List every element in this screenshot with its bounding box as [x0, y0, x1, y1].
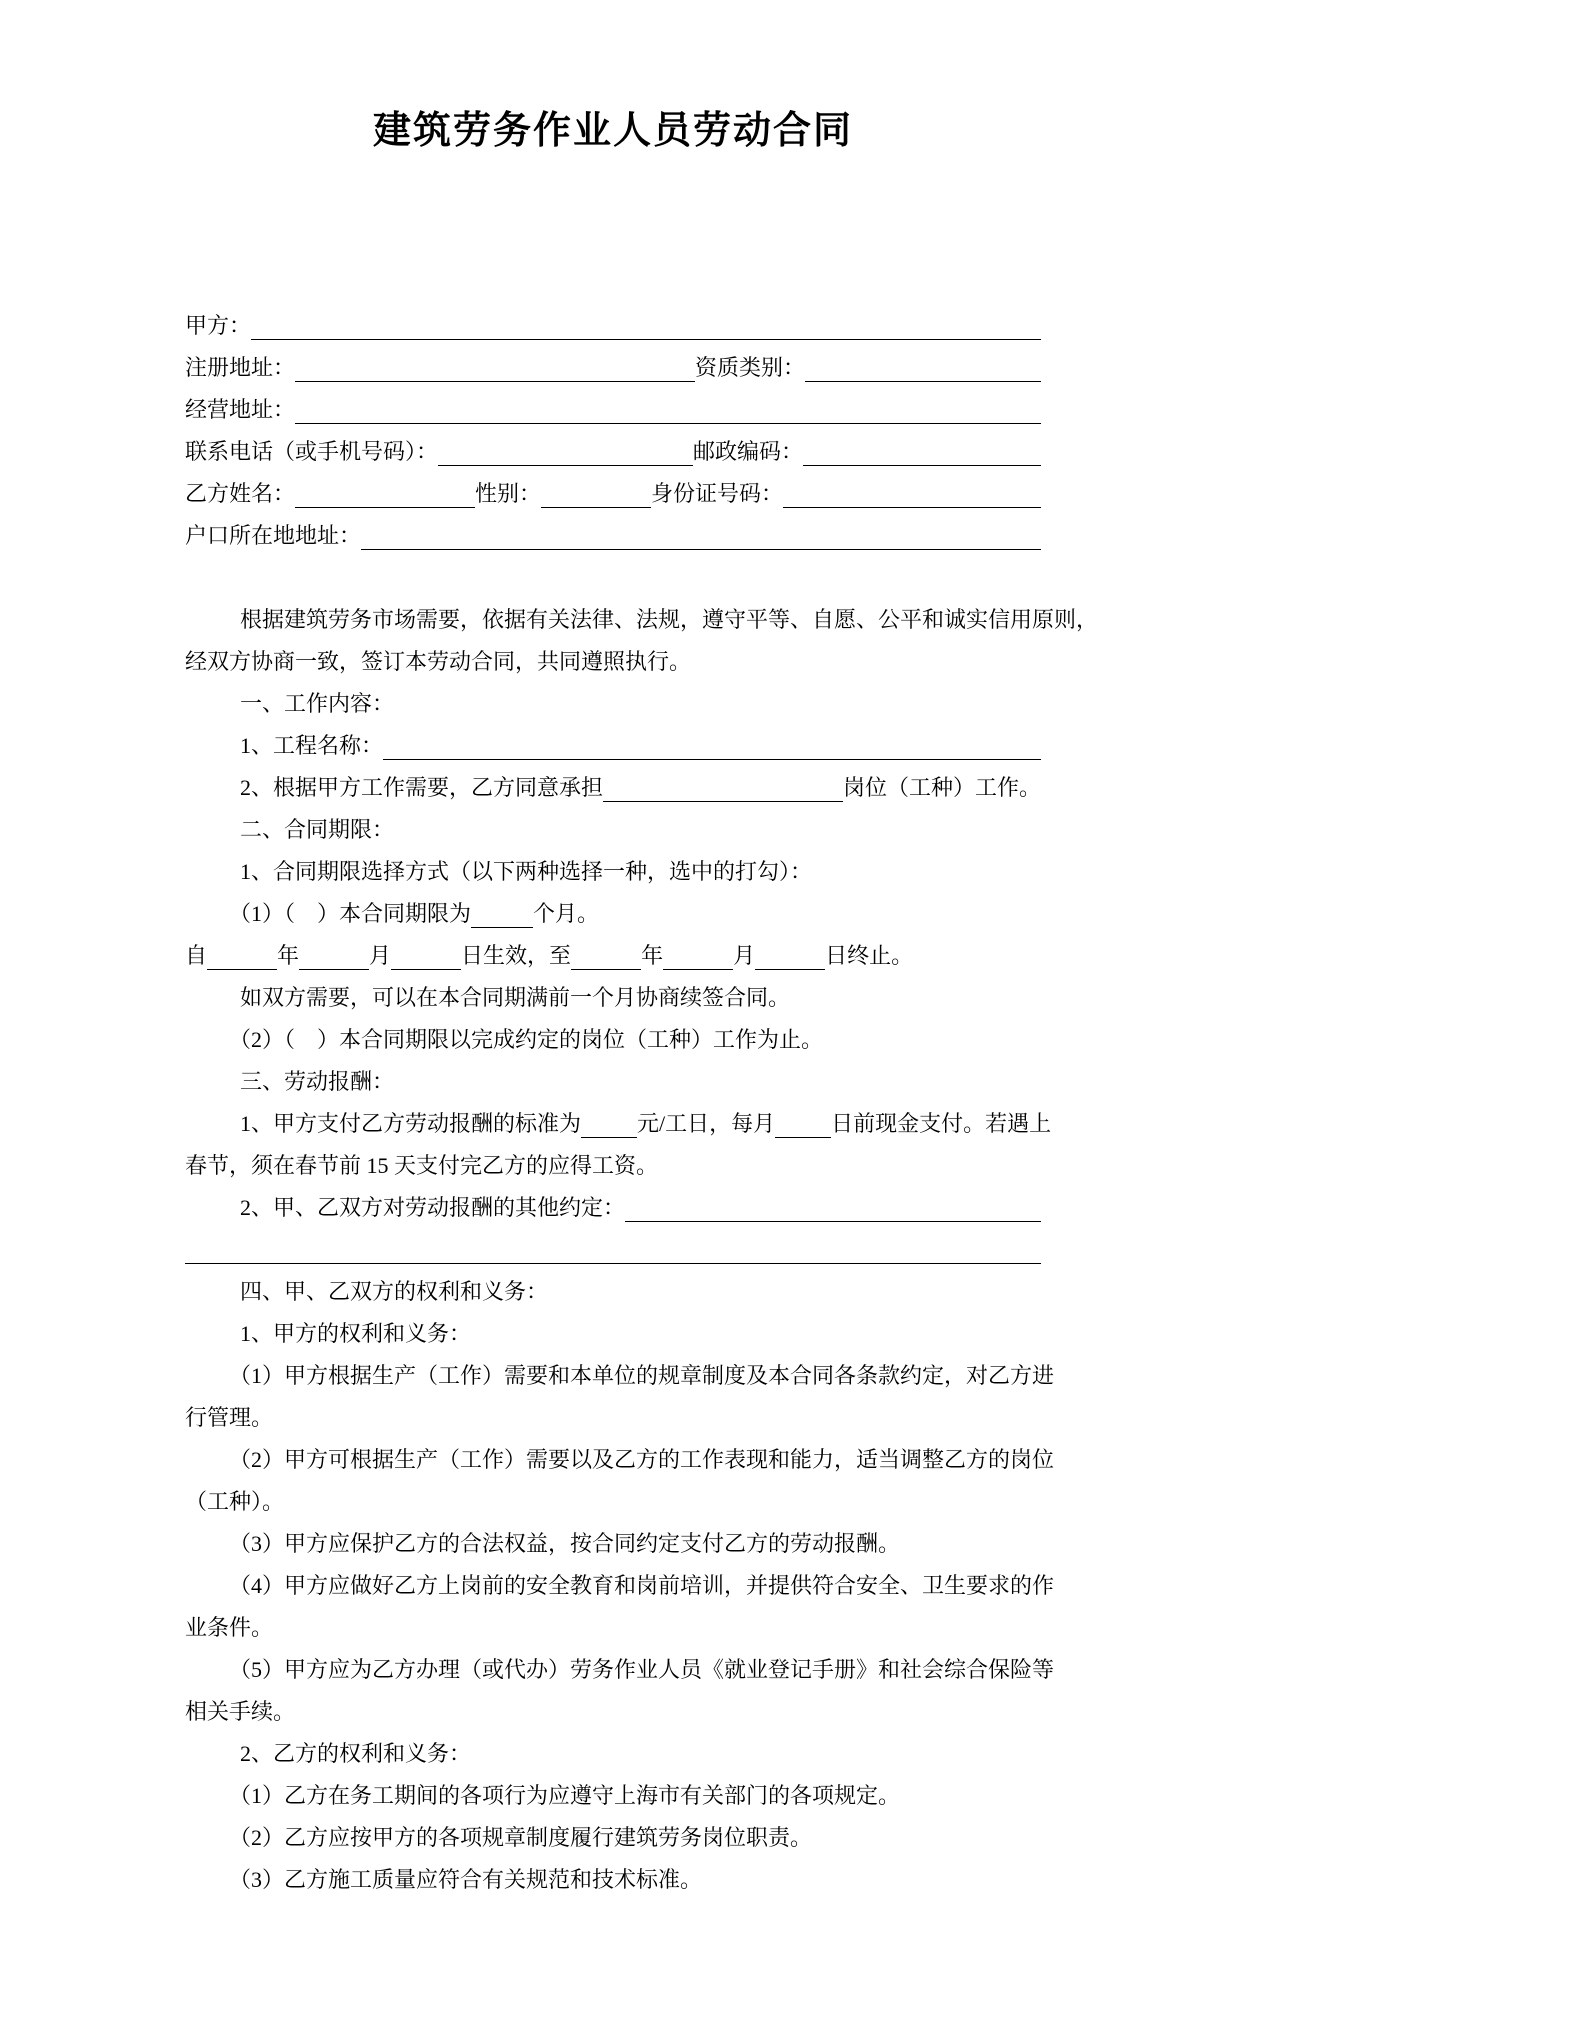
text-run: 性别： — [475, 481, 542, 506]
text-run: 月 — [733, 943, 756, 968]
other-agreement-line — [185, 1187, 1041, 1229]
term-option-2-line — [185, 1019, 1041, 1061]
text-run: 三、劳动报酬： — [240, 1069, 395, 1094]
section-3-remuneration-heading — [185, 1061, 1041, 1103]
text-run: 身份证号码： — [651, 481, 784, 506]
text-run: 二、合同期限： — [240, 817, 395, 842]
text-run: 1、甲方支付乙方劳动报酬的标准为 — [240, 1111, 582, 1136]
text-run: 相关手续。 — [185, 1699, 296, 1724]
gender-field[interactable] — [541, 481, 651, 508]
party-a-right-2-line-2 — [185, 1481, 1041, 1523]
business-address-row — [185, 389, 1041, 431]
other-agreement-continuation-line — [185, 1229, 1041, 1271]
wage-rate-field[interactable] — [581, 1111, 637, 1138]
intro-line-1 — [185, 599, 1099, 641]
start-day-field[interactable] — [391, 943, 461, 970]
party-a-right-1-line-2 — [185, 1397, 1041, 1439]
business-address-field[interactable] — [295, 397, 1041, 424]
intro-line-2 — [185, 641, 1041, 683]
party-a-right-3-line — [185, 1523, 1041, 1565]
text-run: 年 — [277, 943, 300, 968]
contract-body-section — [185, 599, 1099, 1901]
text-run: （3）乙方施工质量应符合有关规范和技术标准。 — [229, 1867, 703, 1892]
text-run: 经双方协商一致，签订本劳动合同，共同遵照执行。 — [185, 649, 692, 674]
party-b-rights-heading — [185, 1733, 1041, 1775]
text-run: 自 — [185, 943, 208, 968]
party-a-right-5-line-2 — [185, 1691, 1041, 1733]
start-year-field[interactable] — [207, 943, 277, 970]
party-a-right-4-line-2 — [185, 1607, 1041, 1649]
text-run: （5）甲方应为乙方办理（或代办）劳务作业人员《就业登记手册》和社会综合保险等 — [229, 1657, 1055, 1682]
party-b-identity-row — [185, 473, 1041, 515]
end-year-field[interactable] — [571, 943, 641, 970]
header-form-section — [185, 305, 1041, 557]
party-b-right-1-line — [185, 1775, 1041, 1817]
phone-field[interactable] — [438, 439, 693, 466]
party-b-right-2-line — [185, 1817, 1041, 1859]
other-agreement-field[interactable] — [625, 1195, 1041, 1222]
text-run: 元/工日，每月 — [637, 1111, 776, 1136]
end-day-field[interactable] — [755, 943, 825, 970]
text-run: 岗位（工种）工作。 — [843, 775, 1042, 800]
text-run: 月 — [369, 943, 392, 968]
party-b-name-field[interactable] — [295, 481, 475, 508]
text-run: 邮政编码： — [693, 439, 804, 464]
text-run: 1、工程名称： — [240, 733, 384, 758]
text-run: 甲方： — [185, 313, 252, 338]
text-run: 一、工作内容： — [240, 691, 395, 716]
text-run: 根据建筑劳务市场需要，依据有关法律、法规，遵守平等、自愿、公平和诚实信用原则， — [240, 607, 1099, 632]
id-number-field[interactable] — [783, 481, 1041, 508]
text-run: 春节，须在春节前 15 天支付完乙方的应得工资。 — [185, 1153, 659, 1178]
text-run: 乙方姓名： — [185, 481, 296, 506]
term-months-field[interactable] — [471, 901, 533, 928]
text-run: 日终止。 — [825, 943, 914, 968]
registered-address-field[interactable] — [295, 355, 695, 382]
text-run: 四、甲、乙双方的权利和义务： — [240, 1279, 549, 1304]
household-address-field[interactable] — [361, 523, 1041, 550]
text-run: （1）甲方根据生产（工作）需要和本单位的规章制度及本合同各条款约定，对乙方进 — [229, 1363, 1055, 1388]
party-a-right-5-line-1 — [185, 1649, 1055, 1691]
text-run: 行管理。 — [185, 1405, 274, 1430]
party-b-right-3-line — [185, 1859, 1041, 1901]
text-run: 2、根据甲方工作需要，乙方同意承担 — [240, 775, 604, 800]
document-title: 建筑劳务作业人员劳动合同 — [372, 110, 853, 152]
text-run: 业条件。 — [185, 1615, 274, 1640]
postal-code-field[interactable] — [803, 439, 1041, 466]
text-run: （4）甲方应做好乙方上岗前的安全教育和岗前培训，并提供符合安全、卫生要求的作 — [229, 1573, 1055, 1598]
text-run: 注册地址： — [185, 355, 296, 380]
text-run: 年 — [641, 943, 664, 968]
wage-line-1 — [185, 1103, 1052, 1145]
party-a-right-2-line-1 — [185, 1439, 1055, 1481]
text-run: 户口所在地地址： — [185, 523, 362, 548]
position-field[interactable] — [603, 775, 843, 802]
contact-row — [185, 431, 1041, 473]
term-dates-line — [185, 935, 1041, 977]
text-run: 1、甲方的权利和义务： — [240, 1321, 472, 1346]
term-selection-line — [185, 851, 1041, 893]
text-run: （2）（ ）本合同期限以完成约定的岗位（工种）工作为止。 — [229, 1027, 824, 1052]
section-4-rights-obligations-heading — [185, 1271, 1041, 1313]
text-run: （1）（ ）本合同期限为 — [229, 901, 472, 926]
renewal-note-line — [185, 977, 1041, 1019]
term-option-1-line — [185, 893, 1041, 935]
party-a-row — [185, 305, 1041, 347]
text-run: 日前现金支付。若遇上 — [831, 1111, 1052, 1136]
text-run: 经营地址： — [185, 397, 296, 422]
text-run: 1、合同期限选择方式（以下两种选择一种，选中的打勾）： — [240, 859, 813, 884]
document-content — [185, 0, 1099, 1901]
text-run: （3）甲方应保护乙方的合法权益，按合同约定支付乙方的劳动报酬。 — [229, 1531, 901, 1556]
position-line — [185, 767, 1041, 809]
section-1-work-content-heading — [185, 683, 1041, 725]
party-a-right-4-line-1 — [185, 1565, 1055, 1607]
text-run: （工种）。 — [185, 1489, 285, 1514]
text-run: 联系电话（或手机号码）： — [185, 439, 439, 464]
section-2-contract-term-heading — [185, 809, 1041, 851]
text-run: （2）甲方可根据生产（工作）需要以及乙方的工作表现和能力，适当调整乙方的岗位 — [229, 1447, 1055, 1472]
wage-line-2 — [185, 1145, 1041, 1187]
text-run: 个月。 — [533, 901, 600, 926]
other-agreement-continuation-field[interactable] — [185, 1237, 1041, 1264]
household-address-row — [185, 515, 1041, 557]
project-name-line — [185, 725, 1041, 767]
project-name-field[interactable] — [383, 733, 1041, 760]
qualification-category-field[interactable] — [805, 355, 1041, 382]
text-run: 2、甲、乙双方对劳动报酬的其他约定： — [240, 1195, 626, 1220]
end-month-field[interactable] — [663, 943, 733, 970]
party-a-right-1-line-1 — [185, 1355, 1055, 1397]
text-run: 日生效，至 — [461, 943, 572, 968]
start-month-field[interactable] — [299, 943, 369, 970]
party-a-field[interactable] — [251, 313, 1041, 340]
party-a-rights-heading — [185, 1313, 1041, 1355]
text-run: 资质类别： — [695, 355, 806, 380]
text-run: 如双方需要，可以在本合同期满前一个月协商续签合同。 — [240, 985, 791, 1010]
text-run: 2、乙方的权利和义务： — [240, 1741, 472, 1766]
text-run: （2）乙方应按甲方的各项规章制度履行建筑劳务岗位职责。 — [229, 1825, 813, 1850]
pay-day-field[interactable] — [775, 1111, 831, 1138]
text-run: （1）乙方在务工期间的各项行为应遵守上海市有关部门的各项规定。 — [229, 1783, 901, 1808]
registered-address-row — [185, 347, 1041, 389]
